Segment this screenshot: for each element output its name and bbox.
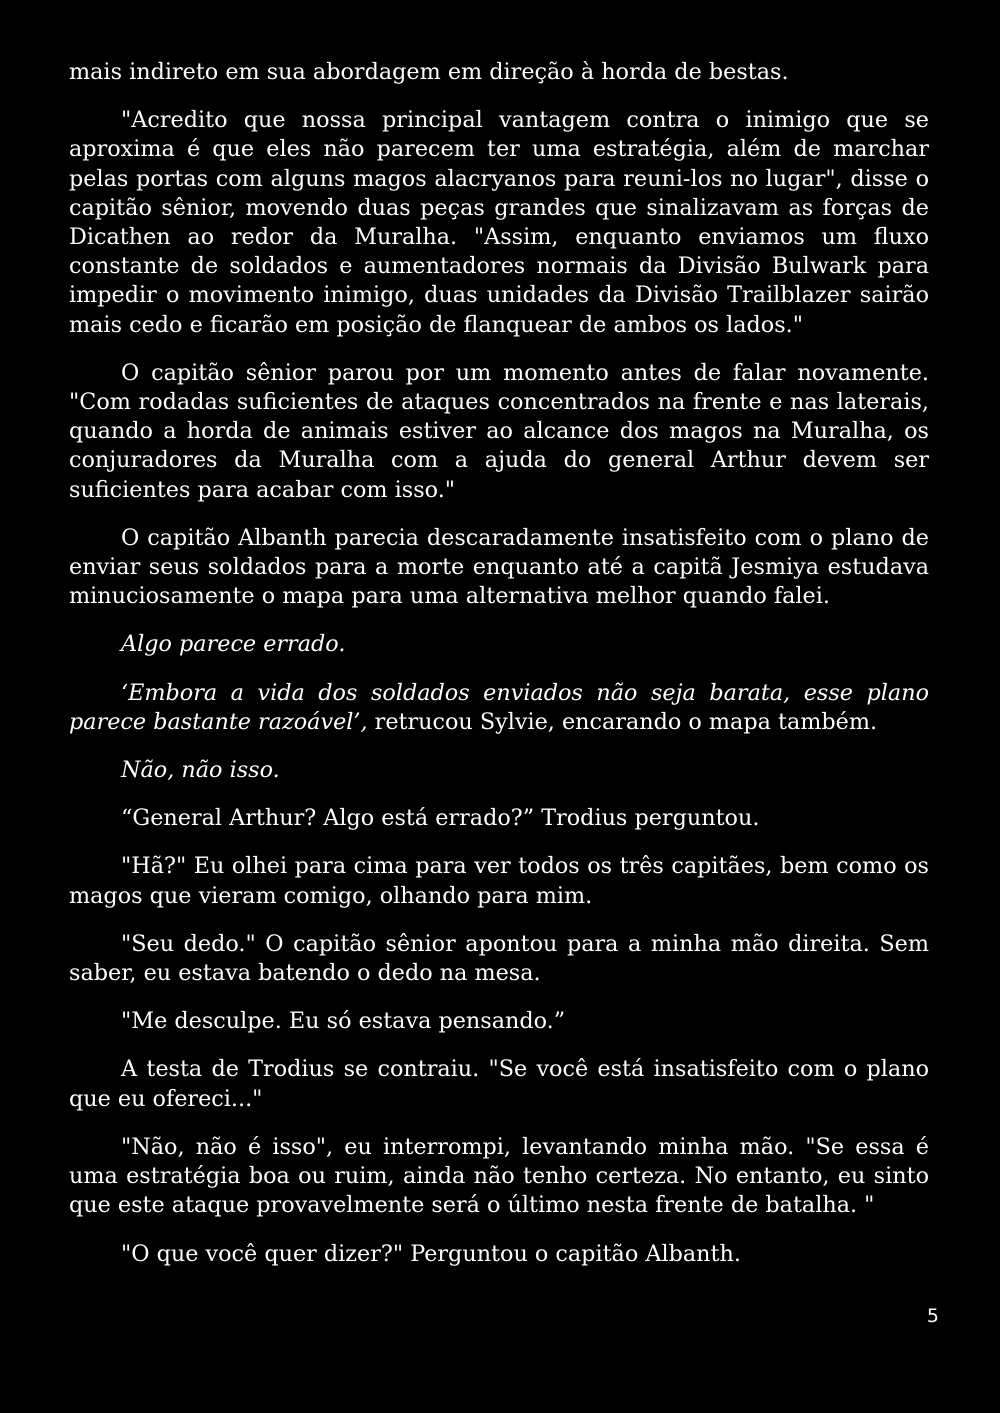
paragraph-6-rest: retrucou Sylvie, encarando o mapa também.: [367, 708, 878, 735]
paragraph-13: "Não, não é isso", eu interrompi, levantando minha mão. "Se essa é uma estratégia boa ou ruim, ainda não tenho certeza. No entanto, eu sinto que este ataque provavelmente será o último nesta frente de batalha. ": [69, 1133, 929, 1219]
paragraph-1: mais indireto em sua abordagem em direção à horda de bestas.: [69, 59, 789, 85]
paragraph-3: O capitão sênior parou por um momento antes de falar novamente. "Com rodadas suficientes de ataques concentrados na frente e nas laterais, quando a horda de animais estiver ao alcance dos magos na Muralha, os conjuradores da Muralha com a ajuda do general Arthur devem ser suficientes para acabar com isso.": [69, 359, 929, 503]
paragraph-12: A testa de Trodius se contraiu. "Se você está insatisfeito com o plano que eu ofereci...": [69, 1056, 929, 1112]
paragraph-14: "O que você quer dizer?" Perguntou o capitão Albanth.: [121, 1240, 741, 1267]
paragraph-5-thought: Algo parece errado.: [121, 631, 346, 658]
paragraph-8: “General Arthur? Algo está errado?” Trodius perguntou.: [121, 805, 760, 832]
paragraph-9: "Hã?" Eu olhei para cima para ver todos os três capitães, bem como os magos que vieram comigo, olhando para mim.: [69, 853, 929, 909]
document-page: [69, 58, 929, 1288]
page-number: 5: [926, 1305, 939, 1327]
paragraph-4: O capitão Albanth parecia descaradamente insatisfeito com o plano de enviar seus soldados para a morte enquanto até a capitã Jesmiya estudava minuciosamente o mapa para uma alternativa melhor quando falei.: [69, 524, 929, 610]
paragraph-6: [69, 679, 929, 737]
paragraph-7-thought: Não, não isso.: [121, 757, 280, 784]
paragraph-2: "Acredito que nossa principal vantagem contra o inimigo que se aproxima é que eles não parecem ter uma estratégia, além de marchar pelas portas com alguns magos alacryanos para reuni-los no lugar", disse o capitão sênior, movendo duas peças grandes que sinalizavam as forças de Dicathen ao redor da Muralha. "Assim, enquanto enviamos um fluxo constante de soldados e aumentadores normais da Divisão Bulwark para impedir o movimento inimigo, duas unidades da Divisão Trailblazer sairão mais cedo e ficarão em posição de flanquear de ambos os lados.": [69, 107, 929, 338]
paragraph-6-italic: ‘Embora a vida dos soldados enviados não seja barata, esse plano parece bastante razoável’,: [69, 679, 929, 735]
paragraph-11: "Me desculpe. Eu só estava pensando.”: [121, 1008, 566, 1035]
paragraph-10: "Seu dedo." O capitão sênior apontou para a minha mão direita. Sem saber, eu estava batendo o dedo na mesa.: [69, 930, 929, 987]
